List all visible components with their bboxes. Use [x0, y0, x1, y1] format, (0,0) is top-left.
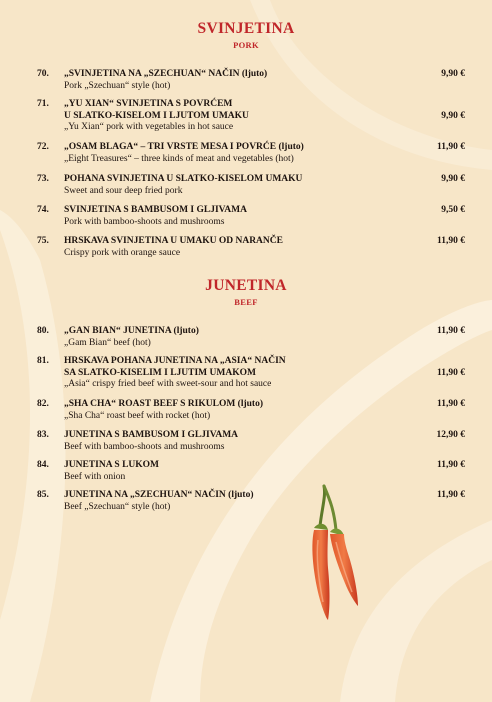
section-subtitle-beef: BEEF — [234, 297, 258, 307]
item-number: 73. — [37, 174, 49, 184]
section-subtitle-pork: PORK — [233, 40, 259, 50]
item-price: 9,90 € — [441, 174, 465, 184]
item-number: 72. — [37, 142, 49, 152]
section-title-pork: SVINJETINA — [197, 20, 295, 37]
item-english: Beef with bamboo-shoots and mushrooms — [64, 441, 225, 452]
item-number: 71. — [37, 99, 49, 109]
item-price: 11,90 € — [437, 490, 465, 500]
item-name: JUNETINA S LUKOM — [64, 460, 160, 470]
item-price: 11,90 € — [437, 236, 465, 246]
item-english: Pork „Szechuan“ style (hot) — [64, 80, 171, 91]
item-english: „Sha Cha“ roast beef with rocket (hot) — [64, 410, 211, 421]
item-price: 11,90 € — [437, 142, 465, 152]
item-price: 9,90 € — [441, 69, 465, 79]
item-price: 12,90 € — [436, 430, 465, 440]
item-name: POHANA SVINJETINA U SLATKO-KISELOM UMAKU — [64, 174, 303, 184]
item-name: HRSKAVA SVINJETINA U UMAKU OD NARANČE — [64, 236, 283, 246]
item-number: 81. — [37, 356, 49, 366]
item-english: „Yu Xian“ pork with vegetables in hot sauce — [64, 122, 234, 132]
item-number: 70. — [37, 69, 49, 79]
item-name: HRSKAVA POHANA JUNETINA NA „ASIA“ NAČIN SA SLATKO-KISELIM I LJUTIM UMAKOM — [64, 356, 286, 378]
item-english: Beef with onion — [64, 471, 126, 482]
item-english: Beef „Szechuan“ style (hot) — [64, 501, 171, 512]
item-name: „SVINJETINA NA „SZECHUAN“ NAČIN (ljuto) — [64, 69, 268, 79]
chili-pepper-icon — [296, 478, 376, 628]
item-english: Crispy pork with orange sauce — [64, 247, 181, 258]
item-number: 82. — [37, 399, 49, 409]
item-number: 74. — [37, 205, 49, 215]
item-name: „SHA CHA“ ROAST BEEF S RIKULOM (ljuto) — [64, 399, 263, 409]
item-price: 11,90 € — [437, 460, 465, 470]
item-english: „Asia“ crispy fried beef with sweet-sour and hot sauce — [64, 379, 272, 389]
item-name: „OSAM BLAGA“ – TRI VRSTE MESA I POVRĆE (ljuto) — [64, 142, 304, 152]
item-price: 11,90 € — [437, 368, 465, 378]
item-name: SVINJETINA S BAMBUSOM I GLJIVAMA — [64, 205, 247, 215]
item-english: „Gam Bian“ beef (hot) — [64, 337, 151, 348]
item-price: 9,90 € — [441, 111, 465, 121]
item-english: Pork with bamboo-shoots and mushrooms — [64, 216, 225, 227]
item-number: 84. — [37, 460, 49, 470]
item-number: 80. — [37, 326, 49, 336]
item-name: „YU XIAN“ SVINJETINA S POVRĆEM U SLATKO-KISELOM I LJUTOM UMAKU — [64, 99, 249, 121]
item-name: JUNETINA S BAMBUSOM I GLJIVAMA — [64, 430, 239, 440]
item-name: JUNETINA NA „SZECHUAN“ NAČIN (ljuto) — [64, 490, 254, 500]
item-number: 75. — [37, 236, 49, 246]
item-number: 83. — [37, 430, 49, 440]
item-english: „Eight Treasures“ – three kinds of meat and vegetables (hot) — [64, 153, 294, 164]
item-name: „GAN BIAN“ JUNETINA (ljuto) — [64, 326, 199, 336]
item-price: 11,90 € — [437, 399, 465, 409]
item-price: 9,50 € — [441, 205, 465, 215]
item-price: 11,90 € — [437, 326, 465, 336]
item-number: 85. — [37, 490, 49, 500]
item-english: Sweet and sour deep fried pork — [64, 185, 183, 196]
section-title-beef: JUNETINA — [205, 277, 287, 294]
